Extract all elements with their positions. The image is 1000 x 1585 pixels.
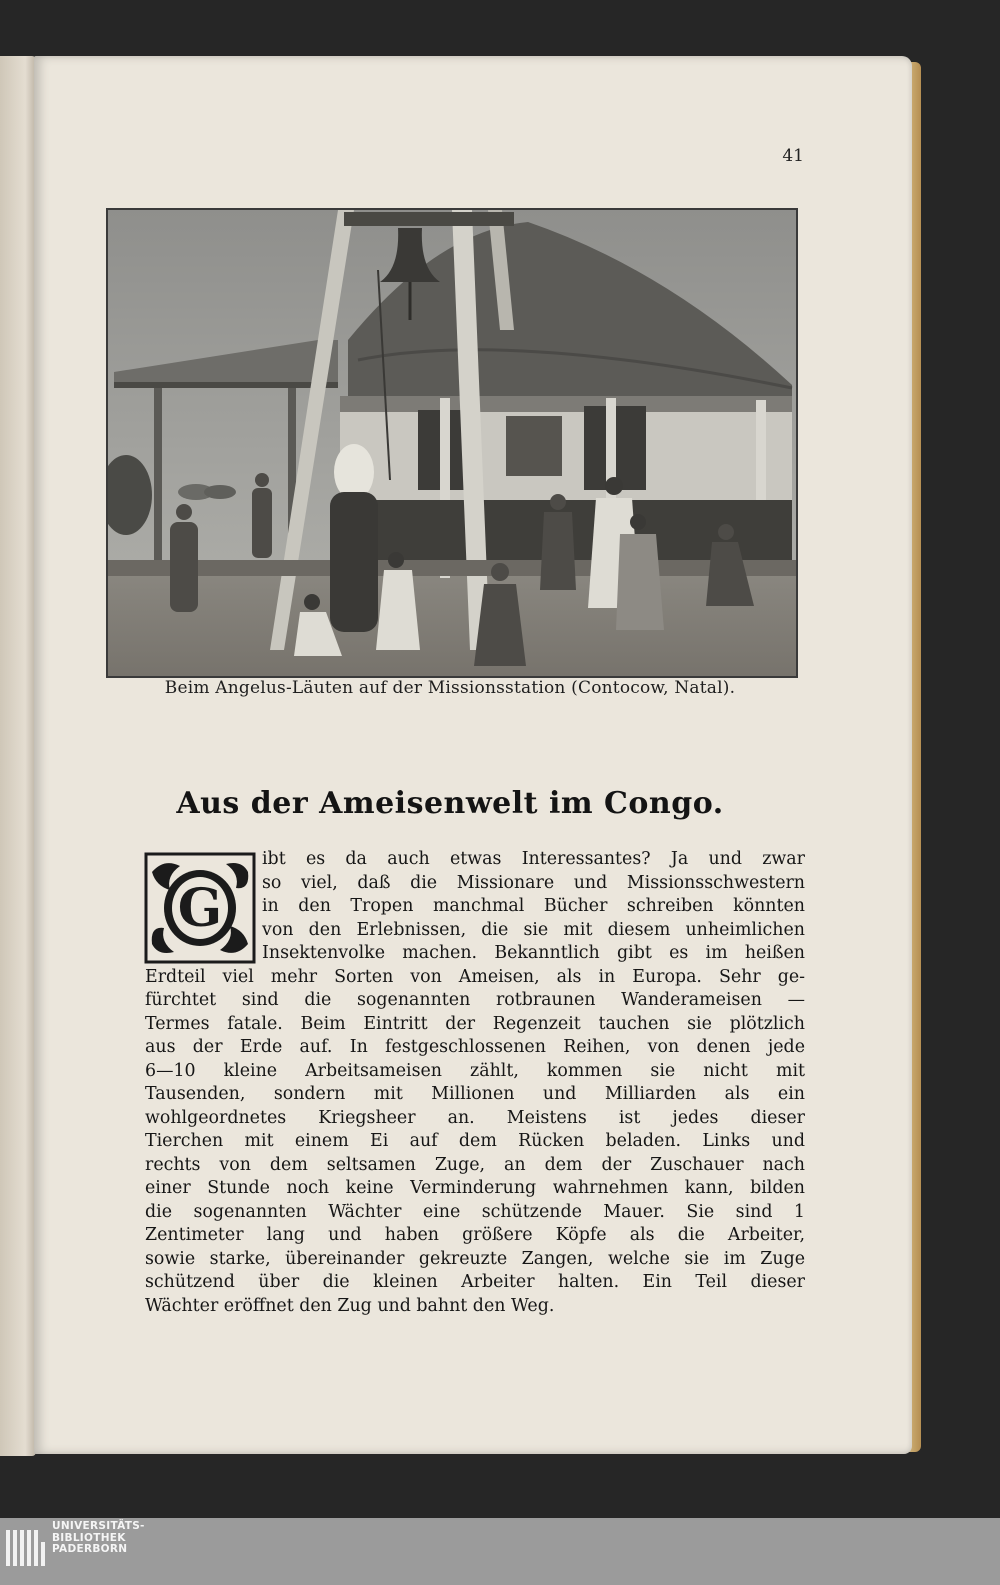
text-line: einer Stunde noch keine Verminderung wahrnehmen kann, bilden: [145, 1178, 805, 1198]
page-number: 41: [782, 146, 804, 166]
library-footer: [0, 1518, 1000, 1585]
facing-page-edge: [0, 56, 36, 1456]
drop-cap-letter: G: [177, 878, 223, 939]
book-page: [34, 56, 912, 1454]
text-line: fürchtet sind die sogenannten rotbraunen Wanderameisen —: [145, 990, 805, 1010]
text-line: Wächter eröffnet den Zug und bahnt den Weg.: [145, 1295, 555, 1316]
text-line: 6—10 kleine Arbeitsameisen zählt, kommen sie nicht mit: [145, 1060, 805, 1081]
text-line: schützend über die kleinen Arbeiter halten. Ein Teil dieser: [145, 1272, 805, 1292]
photo-illustration: [108, 210, 796, 676]
article-title: Aus der Ameisenwelt im Congo.: [176, 786, 724, 821]
text-line: Insektenvolke machen. Bekanntlich gibt es im heißen: [262, 943, 805, 963]
photo-caption: Beim Angelus-Läuten auf der Missionsstation (Contocow, Natal).: [164, 678, 736, 698]
logo-line: BIBLIOTHEK: [52, 1531, 126, 1544]
text-line: rechts von dem seltsamen Zuge, an dem der Zuschauer nach: [145, 1154, 805, 1175]
text-line: so viel, daß die Missionare und Missionsschwestern: [262, 872, 805, 893]
text-line: Tierchen mit einem Ei auf dem Rücken beladen. Links und: [145, 1131, 805, 1151]
text-line: Erdteil viel mehr Sorten von Ameisen, als in Europa. Sehr ge-: [145, 966, 805, 987]
text-line: wohlgeordnetes Kriegsheer an. Meistens ist jedes dieser: [145, 1107, 805, 1128]
text-line: aus der Erde auf. In festgeschlossenen Reihen, von denen jede: [145, 1037, 805, 1057]
logo-line: UNIVERSITÄTS-: [52, 1520, 145, 1532]
text-line: in den Tropen manchmal Bücher schreiben könnten: [262, 896, 805, 916]
text-line: Termes fatale. Beim Eintritt der Regenzeit tauchen sie plötzlich: [145, 1013, 805, 1034]
text-line: ibt es da auch etwas Interessantes? Ja und zwar: [262, 849, 805, 869]
library-logo-text: [52, 1521, 145, 1556]
text-line: Zentimeter lang und haben größere Köpfe als die Arbeiter,: [145, 1225, 805, 1245]
text-line: sowie starke, übereinander gekreuzte Zangen, welche sie im Zuge: [145, 1248, 805, 1269]
mission-station-photo: [106, 208, 798, 678]
text-line: die sogenannten Wächter eine schützende Mauer. Sie sind 1: [145, 1201, 805, 1222]
library-logo-icon: [6, 1522, 48, 1566]
article-body: [145, 848, 805, 1318]
text-line: von den Erlebnissen, die sie mit diesem unheimlichen: [262, 919, 805, 940]
logo-line: PADERBORN: [52, 1543, 128, 1555]
text-line: Tausenden, sondern mit Millionen und Milliarden als ein: [145, 1084, 805, 1104]
